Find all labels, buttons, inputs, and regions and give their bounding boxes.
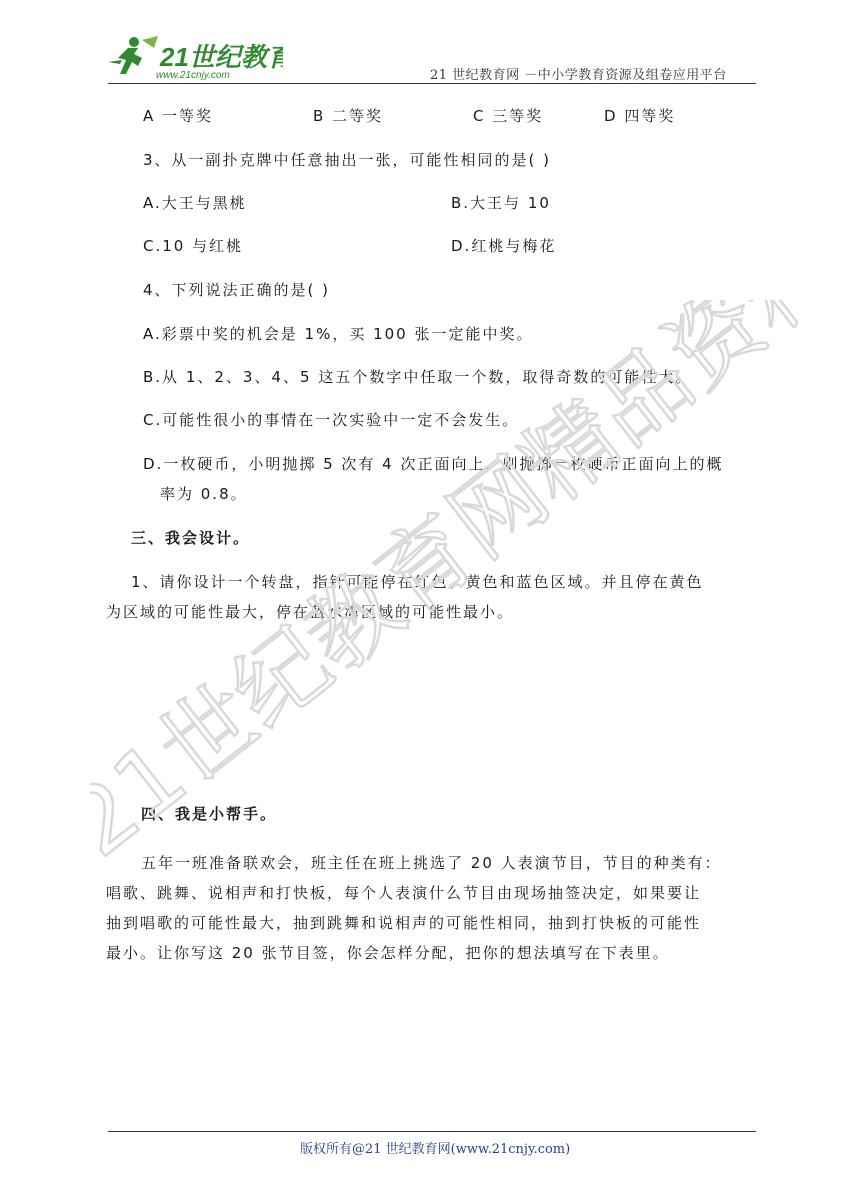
q4-option-a: A.彩票中奖的机会是 1%，买 100 张一定能中奖。 (143, 325, 534, 343)
logo-url: www.21cnjy.com (156, 70, 230, 81)
q3-option-b: B.大王与 10 (451, 194, 551, 212)
footer-divider (108, 1131, 756, 1132)
q3-option-a: A.大王与黑桃 (143, 194, 247, 212)
q2-option-b: B 二等奖 (313, 107, 384, 125)
logo-text: 21世纪教育 (160, 42, 283, 72)
q2-option-a: A 一等奖 (143, 107, 214, 125)
runner-logo-icon (108, 34, 283, 82)
copyright-footer: 版权所有@21 世纪教育网(www.21cnjy.com) (300, 1142, 571, 1157)
section-3-line-2: 为区域的可能性最大，停在蓝水湾区域的可能性最小。 (106, 603, 515, 621)
header-divider (108, 83, 756, 84)
site-title: 21 世纪教育网 －中小学教育资源及组卷应用平台 (430, 68, 727, 83)
q4-option-d: D.一枚硬币，小明抛掷 5 次有 4 次正面向上，则抛掷一枚硬币正面向上的概 (143, 455, 724, 473)
q3-option-c: C.10 与红桃 (143, 237, 244, 255)
section-3-title: 三、我会设计。 (131, 529, 251, 547)
q4-option-d-continued: 率为 0.8。 (160, 485, 248, 503)
section-4-line-2: 唱歌、跳舞、说相声和打快板，每个人表演什么节目由现场抽签决定，如果要让 (106, 884, 702, 902)
q4-stem: 4、下列说法正确的是( ) (143, 281, 331, 299)
section-4-line-4: 最小。让你写这 20 张节目签，你会怎样分配，把你的想法填写在下表里。 (106, 944, 670, 962)
q4-option-b: B.从 1、2、3、4、5 这五个数字中任取一个数，取得奇数的可能性大。 (143, 368, 693, 386)
q2-option-c: C 三等奖 (473, 107, 544, 125)
section-4-line-3: 抽到唱歌的可能性最大，抽到跳舞和说相声的可能性相同，抽到打快板的可能性 (106, 914, 702, 932)
q3-stem: 3、从一副扑克牌中任意抽出一张，可能性相同的是( ) (143, 151, 552, 169)
watermark-text: 21世纪教育网精品资料 (90, 300, 810, 878)
section-4-line-1: 五年一班准备联欢会，班主任在班上挑选了 20 人表演节目，节目的种类有： (141, 854, 722, 872)
q4-option-c: C.可能性很小的事情在一次实验中一定不会发生。 (143, 411, 520, 429)
section-4-title: 四、我是小帮手。 (141, 805, 278, 823)
q3-option-d: D.红桃与梅花 (451, 237, 557, 255)
site-logo (108, 34, 283, 82)
q2-option-d: D 四等奖 (604, 107, 676, 125)
section-3-line-1: 1、请你设计一个转盘，指针可能停在红色、黄色和蓝色区域。并且停在黄色 (131, 573, 704, 591)
